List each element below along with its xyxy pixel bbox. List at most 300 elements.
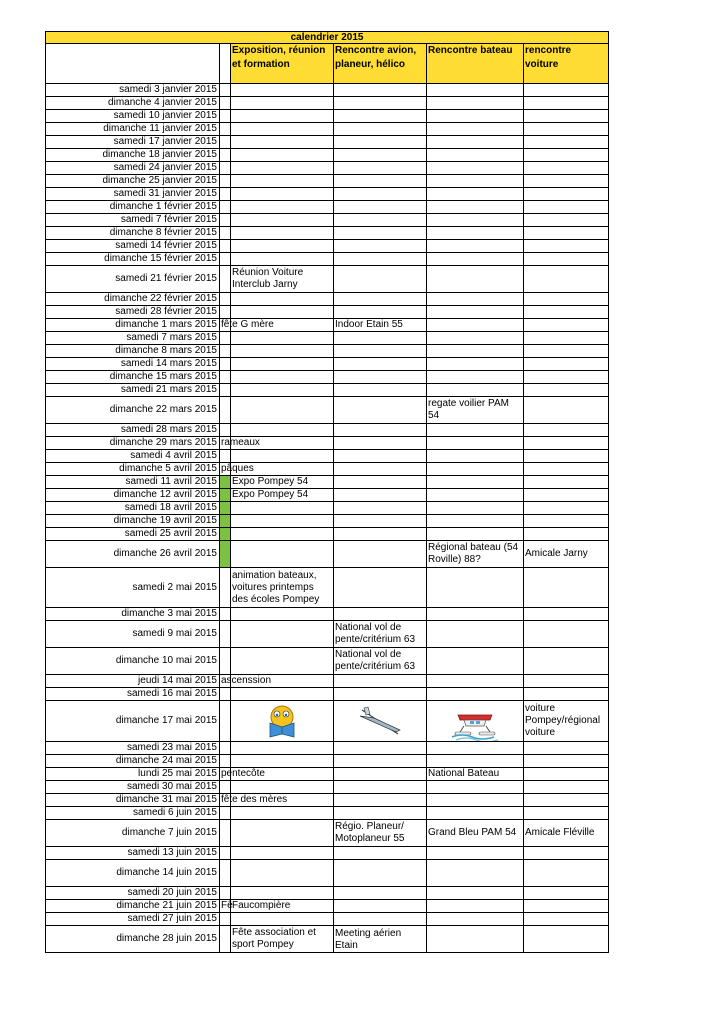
expo-cell [231,175,334,188]
expo-event: Réunion Voiture Interclub Jarny [232,267,304,290]
voiture-cell [524,807,609,820]
avion-cell [334,489,427,502]
bateau-cell [427,332,524,345]
avion-cell [334,820,427,847]
date-cell: samedi 9 mai 2015 [46,621,220,648]
bateau-cell [427,807,524,820]
table-row [46,149,609,162]
bateau-cell [427,84,524,97]
expo-cell [231,332,334,345]
table-row [46,926,609,953]
date-cell: samedi 14 mars 2015 [46,358,220,371]
note-cell [220,240,231,253]
table-row [46,900,609,913]
date-cell: dimanche 17 mai 2015 [46,701,220,742]
avion-cell [334,675,427,688]
avion-cell [334,266,427,293]
voiture-cell [524,768,609,781]
voiture-cell [524,476,609,489]
note-cell [220,768,265,781]
avion-cell [334,188,427,201]
bateau-cell [427,768,524,781]
avion-cell [334,214,427,227]
note-cell [220,162,231,175]
expo-cell [231,123,334,136]
bateau-cell [427,188,524,201]
avion-cell [334,515,427,528]
voiture-cell [524,240,609,253]
avion-cell [334,240,427,253]
note-cell [220,489,231,502]
voiture-cell [524,319,609,332]
note-cell [220,528,231,541]
holiday-note: pentecôte [221,768,265,779]
date-cell: samedi 23 mai 2015 [46,742,220,755]
holiday-note: pâques [221,463,254,474]
voiture-cell [524,701,609,742]
avion-cell [334,926,427,953]
date-cell: samedi 20 juin 2015 [46,887,220,900]
avion-event: Indoor Etain 55 [335,319,403,330]
date-cell: dimanche 5 avril 2015 [46,463,220,476]
voiture-cell [524,568,609,608]
expo-cell [231,450,334,463]
date-cell: samedi 18 avril 2015 [46,502,220,515]
expo-cell [231,227,334,240]
date-cell: dimanche 14 juin 2015 [46,860,220,887]
table-row [46,201,609,214]
expo-cell [231,688,334,701]
date-cell: dimanche 25 janvier 2015 [46,175,220,188]
bateau-cell [427,319,524,332]
bateau-cell [427,926,524,953]
avion-cell [334,358,427,371]
expo-event: Expo Pompey 54 [232,476,309,487]
voiture-cell [524,502,609,515]
note-cell [220,149,231,162]
date-cell: samedi 31 janvier 2015 [46,188,220,201]
bateau-cell [427,123,524,136]
table-row [46,306,609,319]
table-row [46,608,609,621]
voiture-cell [524,528,609,541]
table-row [46,688,609,701]
date-cell: dimanche 11 janvier 2015 [46,123,220,136]
expo-cell [231,253,334,266]
table-row [46,913,609,926]
note-cell [220,926,231,953]
bateau-cell [427,266,524,293]
bateau-cell [427,489,524,502]
voiture-cell [524,608,609,621]
note-cell [220,688,231,701]
bateau-cell [427,240,524,253]
expo-cell [231,913,334,926]
header-date [46,44,220,84]
date-cell: dimanche 22 mars 2015 [46,397,220,424]
bateau-cell [427,437,524,450]
note-cell [220,621,231,648]
avion-cell [334,688,427,701]
voiture-cell [524,450,609,463]
date-cell: samedi 28 mars 2015 [46,424,220,437]
date-cell: samedi 11 avril 2015 [46,476,220,489]
header-bateau: Rencontre bateau [427,44,524,84]
voiture-cell [524,887,609,900]
bateau-cell [427,515,524,528]
table-row [46,820,609,847]
voiture-cell [524,463,609,476]
bateau-cell [427,397,524,424]
avion-cell [334,227,427,240]
avion-event: Meeting aérien Etain [335,928,402,951]
expo-cell [231,742,334,755]
table-row [46,266,609,293]
note-cell [220,110,231,123]
date-cell: dimanche 24 mai 2015 [46,755,220,768]
bateau-cell [427,820,524,847]
bateau-cell [427,541,524,568]
bateau-cell [427,860,524,887]
date-cell: lundi 25 mai 2015 [46,768,220,781]
note-cell [220,794,288,807]
date-cell: samedi 4 avril 2015 [46,450,220,463]
expo-cell [231,608,334,621]
expo-cell [231,701,334,742]
bateau-cell [427,149,524,162]
note-cell [220,136,231,149]
table-row [46,621,609,648]
avion-cell [334,136,427,149]
bateau-cell [427,345,524,358]
expo-cell [231,489,334,502]
table-row [46,332,609,345]
bateau-cell [427,528,524,541]
note-cell [220,887,231,900]
note-cell [220,293,231,306]
voiture-cell [524,345,609,358]
date-cell: dimanche 15 mars 2015 [46,371,220,384]
voiture-cell [524,371,609,384]
avion-cell [334,648,427,675]
avion-cell [334,900,427,913]
bateau-cell [427,701,524,742]
note-cell [220,371,231,384]
avion-cell [334,476,427,489]
note-cell [220,742,231,755]
voiture-cell [524,424,609,437]
bateau-cell [427,306,524,319]
table-row [46,358,609,371]
table-row [46,675,609,688]
expo-cell [231,476,334,489]
table-row [46,97,609,110]
table-row [46,384,609,397]
table-row [46,463,609,476]
date-cell: samedi 14 février 2015 [46,240,220,253]
avion-cell [334,397,427,424]
avion-cell [334,742,427,755]
expo-cell [231,384,334,397]
header-exposition: Exposition, réunion et formation [231,44,334,84]
voiture-cell [524,900,609,913]
note-cell [220,384,231,397]
bateau-cell [427,227,524,240]
voiture-cell [524,847,609,860]
date-cell: samedi 27 juin 2015 [46,913,220,926]
bateau-cell [427,293,524,306]
expo-cell [231,502,334,515]
table-row [46,253,609,266]
date-cell: dimanche 28 juin 2015 [46,926,220,953]
note-cell [220,781,231,794]
bateau-cell [427,502,524,515]
expo-cell [231,424,334,437]
date-cell: dimanche 8 février 2015 [46,227,220,240]
bateau-cell [427,371,524,384]
bateau-cell [427,887,524,900]
voiture-cell [524,437,609,450]
date-cell: dimanche 1 février 2015 [46,201,220,214]
expo-cell [231,820,334,847]
voiture-cell [524,214,609,227]
expo-cell [231,621,334,648]
avion-cell [334,887,427,900]
date-cell: samedi 16 mai 2015 [46,688,220,701]
header-voiture: rencontre voiture [524,44,609,84]
bateau-cell [427,648,524,675]
voiture-cell [524,820,609,847]
voiture-cell [524,781,609,794]
table-row [46,84,609,97]
avion-cell [334,110,427,123]
voiture-cell [524,162,609,175]
table-row [46,648,609,675]
note-cell [220,188,231,201]
bateau-cell [427,781,524,794]
voiture-cell [524,84,609,97]
voiture-cell [524,755,609,768]
table-row [46,755,609,768]
date-cell: dimanche 21 juin 2015 [46,900,220,913]
avion-cell [334,913,427,926]
expo-cell [231,648,334,675]
table-row [46,110,609,123]
holiday-note: fête des mères [221,794,288,805]
voiture-event: Amicale Jarny [525,548,588,559]
note-cell [220,820,231,847]
note-cell [220,306,231,319]
voiture-cell [524,742,609,755]
expo-cell [231,345,334,358]
note-cell [220,847,231,860]
avion-cell [334,175,427,188]
bateau-event: Régional bateau (54 Roville) 88? [428,542,519,565]
voiture-cell [524,97,609,110]
note-cell [220,476,231,489]
avion-cell [334,860,427,887]
note-cell [220,214,231,227]
bateau-event: National Bateau [428,768,500,779]
table-row [46,781,609,794]
voiture-cell [524,358,609,371]
avion-cell [334,162,427,175]
avion-cell [334,123,427,136]
note-cell [220,755,231,768]
note-cell [220,568,231,608]
avion-cell [334,384,427,397]
bateau-cell [427,755,524,768]
expo-cell [231,926,334,953]
voiture-cell [524,794,609,807]
expo-cell [231,568,334,608]
bateau-cell [427,568,524,608]
date-cell: dimanche 29 mars 2015 [46,437,220,450]
expo-cell [231,887,334,900]
voiture-event: voiture Pompey/régional voiture [525,703,601,738]
voiture-cell [524,489,609,502]
table-row [46,515,609,528]
date-cell: samedi 3 janvier 2015 [46,84,220,97]
note-cell [220,175,231,188]
table-row [46,847,609,860]
expo-cell [231,860,334,887]
voiture-cell [524,675,609,688]
table-row [46,742,609,755]
expo-cell [231,358,334,371]
avion-event: Régio. Planeur/ Motoplaneur 55 [335,821,405,844]
date-cell: dimanche 22 février 2015 [46,293,220,306]
expo-cell [231,847,334,860]
avion-cell [334,847,427,860]
table-row [46,175,609,188]
table-row [46,489,609,502]
expo-cell [231,293,334,306]
note-cell [220,450,231,463]
holiday-note: ascenssion [221,675,272,686]
bateau-cell [427,253,524,266]
avion-cell [334,755,427,768]
note-cell [220,97,231,110]
bateau-cell [427,136,524,149]
table-row [46,528,609,541]
voiture-cell [524,188,609,201]
expo-cell [231,397,334,424]
bateau-cell [427,384,524,397]
note-cell [220,515,231,528]
note-cell [220,319,274,332]
voiture-cell [524,266,609,293]
voiture-cell [524,201,609,214]
expo-cell [231,162,334,175]
expo-cell [231,807,334,820]
bateau-cell [427,201,524,214]
table-row [46,476,609,489]
table-row [46,568,609,608]
voiture-cell [524,253,609,266]
table-row [46,541,609,568]
bateau-cell [427,621,524,648]
note-cell [220,648,231,675]
bateau-cell [427,463,524,476]
avion-cell [334,768,427,781]
date-cell: dimanche 8 mars 2015 [46,345,220,358]
bateau-cell [427,688,524,701]
holiday-note: Fê [221,900,233,911]
note-cell [220,900,231,913]
note-cell [220,463,254,476]
table-row [46,293,609,306]
voiture-cell [524,332,609,345]
voiture-cell [524,541,609,568]
date-cell: samedi 30 mai 2015 [46,781,220,794]
date-cell: dimanche 31 mai 2015 [46,794,220,807]
avion-cell [334,794,427,807]
bateau-cell [427,162,524,175]
table-row [46,371,609,384]
bateau-cell [427,794,524,807]
voiture-cell [524,123,609,136]
expo-cell [231,266,334,293]
avion-cell [334,319,427,332]
bateau-cell [427,742,524,755]
voiture-cell [524,175,609,188]
voiture-cell [524,648,609,675]
bateau-cell [427,476,524,489]
table-row [46,319,609,332]
voiture-cell [524,397,609,424]
table-row [46,240,609,253]
header-note [220,44,231,84]
table-row [46,227,609,240]
voiture-cell [524,860,609,887]
note-cell [220,608,231,621]
table-row [46,424,609,437]
bateau-cell [427,913,524,926]
avion-cell [334,293,427,306]
note-cell [220,358,231,371]
table-row [46,437,609,450]
bateau-cell [427,214,524,227]
avion-cell [334,437,427,450]
note-cell [220,913,231,926]
avion-cell [334,568,427,608]
date-cell: samedi 6 juin 2015 [46,807,220,820]
date-cell: dimanche 4 janvier 2015 [46,97,220,110]
expo-cell [231,900,334,913]
calendar-title: calendrier 2015 [46,32,609,44]
note-cell [220,227,231,240]
voiture-cell [524,384,609,397]
note-cell [220,123,231,136]
date-cell: samedi 10 janvier 2015 [46,110,220,123]
expo-event: Faucompière [232,900,291,911]
note-cell [220,502,231,515]
date-cell: samedi 28 février 2015 [46,306,220,319]
note-cell [220,201,231,214]
voiture-cell [524,149,609,162]
bateau-cell [427,110,524,123]
table-row [46,502,609,515]
expo-cell [231,240,334,253]
avion-cell [334,528,427,541]
note-cell [220,541,231,568]
date-cell: dimanche 18 janvier 2015 [46,149,220,162]
avion-cell [334,781,427,794]
bateau-cell [427,175,524,188]
expo-cell [231,84,334,97]
glider-plane-icon [335,704,425,738]
